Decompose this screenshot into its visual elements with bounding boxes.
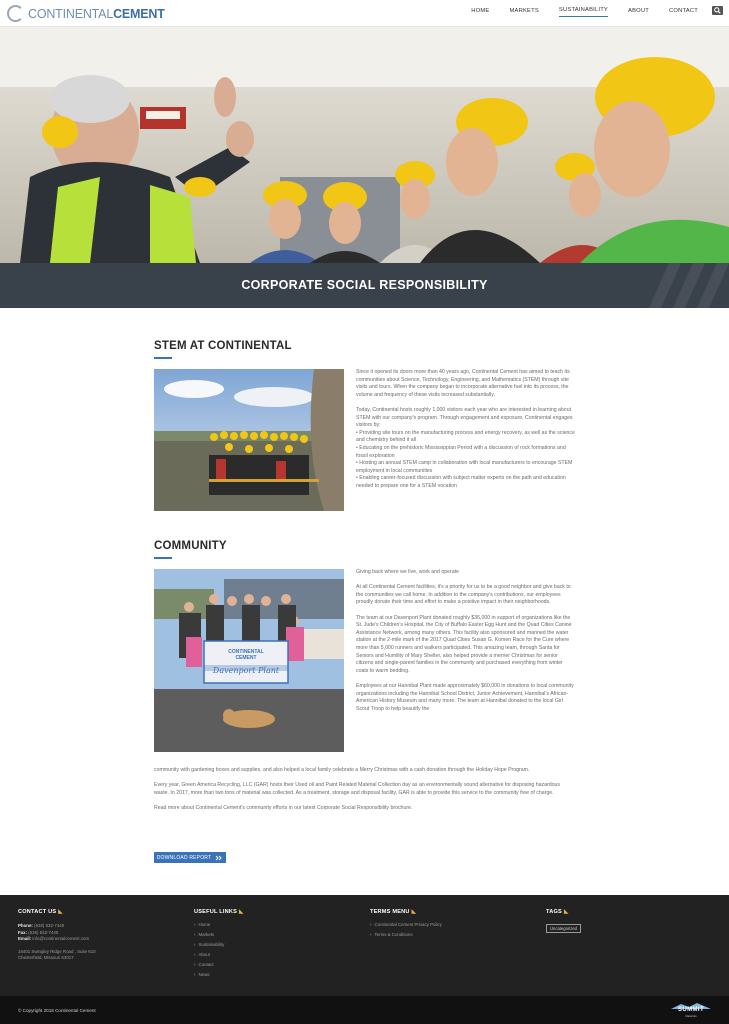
nav-home[interactable]: HOME (471, 7, 490, 14)
footer-tags (546, 909, 696, 935)
site-header (0, 0, 729, 27)
footer-terms (370, 909, 520, 940)
double-chevron-right-icon (215, 855, 223, 861)
footer-heading-contact: CONTACT US (18, 909, 57, 915)
phone-label: Phone: (18, 923, 33, 928)
email-label: Email: (18, 936, 32, 941)
copyright-bar (0, 996, 729, 1024)
footer-link-markets[interactable]: › Markets (194, 930, 344, 940)
hero-banner (0, 27, 729, 308)
community-paragraph: At all Continental Cement facilities, it's a priority for us to be a good neighbor and give back to the communities we call home. In addition to the company's contributions, our employees proudly donate their time and effort to make a positive impact in their neighborhoods. (356, 584, 571, 606)
footer-link-news[interactable]: › News (194, 970, 344, 980)
summit-word: SUMMIT (677, 1007, 705, 1013)
sign-line-1: CONTINENTAL (228, 649, 264, 655)
stem-paragraph: Since it opened its doors more than 40 years ago, Continental Cement has aimed to teach its communities about Science, Technology, Engineering, and Mathematics (STEM) through site visits and tours. When the company began to incorporate alternative fuel into its process, the volume and frequency of these visits increased substantially. (356, 369, 570, 398)
hero-photo-students-hardhats (0, 27, 729, 263)
footer-link-terms[interactable]: › Terms & Conditions (370, 930, 520, 940)
section-title-community: COMMUNITY (154, 540, 227, 552)
footer-link-contact[interactable]: › Contact (194, 960, 344, 970)
heading-dot-icon: ◣ (239, 909, 244, 915)
community-text (356, 569, 576, 713)
search-icon (714, 7, 721, 14)
address-line-2: Chesterfield, Missouri 63017 (18, 955, 74, 960)
section-underline (154, 357, 172, 359)
email-link[interactable]: info@continentalcement.com (32, 936, 90, 941)
davenport-plant-team-photo (154, 569, 344, 752)
community-paragraph: Giving back where we live, work and operate (356, 569, 459, 575)
nav-contact[interactable]: CONTACT (669, 7, 698, 14)
community-paragraph: Employees at our Hannibal Plant made approximately $60,000 in donations to local community organizations including the Hannibal School District, Junior Achievement, Hannibal's African-American History Museum and many more. The team at Hannibal donated to the local Girl Scout Troop to help beautify the (356, 682, 574, 712)
stem-paragraph: Today, Continental hosts roughly 1,000 visitors each year who are interested in learning about STEM with our company's program. Through engagement and exposure, Continental engages visitors by: (356, 406, 573, 429)
nav-sustainability[interactable]: SUSTAINABILITY (559, 7, 608, 17)
nav-markets[interactable]: MARKETS (509, 7, 539, 14)
brochure-paragraph: Read more about Continental Cement's community efforts in our latest Corporate Social Responsibility brochure. (154, 804, 413, 811)
community-photo (154, 569, 344, 752)
stem-group-photo (154, 369, 344, 511)
section-title-stem: STEM AT CONTINENTAL (154, 340, 292, 352)
stem-bullet: • Educating on the prehistoric Mississippian Period with a discussion of rock formations and fossil exploration (356, 444, 566, 459)
logo-text-light: CONTINENTAL (28, 6, 114, 21)
stem-text (356, 369, 576, 491)
site-logo[interactable] (7, 5, 165, 22)
summit-sub: Materials (685, 1014, 697, 1018)
heading-dot-icon: ◣ (563, 909, 569, 915)
footer-link-home[interactable]: › Home (194, 920, 344, 930)
fax-value: (636) 532-7445 (28, 929, 59, 935)
tag-uncategorized[interactable]: Uncategorized (546, 924, 581, 933)
footer-useful-links (194, 909, 344, 980)
stem-bullet: • Hosting an annual STEM camp in collaboration with local manufacturers to encourage STEM employment in local communities (356, 460, 573, 474)
community-paragraph: Every year, Green America Recycling, LLC (GAR) hosts their Used oil and Paint Related Material Collection day as an environmentally sound alternative for disposing hazardous waste. In 2017, more than two tons of material was collected. As a treatment, storage and disposal facility, GAR is able to provide this service to the community free of charge. (154, 782, 560, 796)
footer-link-about[interactable]: › About (194, 950, 344, 960)
sign-script: Davenport Plant (212, 666, 280, 675)
community-text-wide (154, 767, 576, 820)
community-paragraph: The team at our Davenport Plant donated roughly $36,000 in support of organizations like the St. Jude's Children's Hospital, the City of Buffalo Easter Egg Hunt and the Quad Cities Canine Assistance Network, among many others. This facility also sponsored and manned the water station at the 2-mile mark of the 2017 Quad Cities Susan G. Komen Race for the Cure where more than 5,000 runners and walkers participated. This amazing team, through Santa for Seniors and Humility of Mary Shelter, also helped provide a merrier Christmas for senior citizens and single-parent families in the community and purchased everything from winter coats to warm bedding. (356, 614, 572, 674)
section-underline (154, 557, 172, 559)
phone-value[interactable]: (636) 532-7440 (34, 923, 65, 928)
footer-heading-tags: TAGS (546, 909, 562, 915)
site-footer (0, 895, 729, 996)
main-nav (451, 7, 723, 17)
logo-text-bold: CEMENT (113, 6, 165, 21)
fax-label: Fax: (18, 929, 28, 935)
footer-contact (18, 909, 168, 962)
download-report-button[interactable] (154, 852, 226, 863)
footer-link-privacy[interactable]: › Continental Cement Privacy Policy (370, 920, 520, 930)
heading-dot-icon: ◣ (411, 909, 417, 915)
stem-bullet: • Enabling career-focused discussion with subject matter experts on the path and education needed to prepare one for a STEM vocation (356, 475, 566, 489)
summit-materials-logo[interactable] (671, 1003, 711, 1017)
footer-heading-useful: USEFUL LINKS (194, 909, 238, 915)
sign-line-2: CEMENT (235, 655, 257, 661)
hero-title-band (0, 263, 729, 308)
stem-bullet: • Providing site tours on the manufacturing process and energy recovery, as well as the science and chemistry behind it all (356, 429, 575, 444)
logo-mark-icon (7, 5, 24, 22)
community-paragraph: community with gardening boxes and supplies, and also helped a local family celebrate a Merry Christmas with a cash donation through the Holiday Hope Program. (154, 767, 530, 773)
heading-dot-icon: ◣ (58, 909, 63, 915)
copyright-text: © Copyright 2018 Continental Cement (18, 1008, 96, 1013)
footer-heading-terms: TERMS MENU (370, 909, 410, 915)
download-report-label: DOWNLOAD REPORT (156, 854, 212, 861)
search-button[interactable] (712, 6, 723, 15)
address-line-1: 16401 Swingley Ridge Road , Suite 610 (18, 948, 96, 954)
stem-photo (154, 369, 344, 511)
nav-about[interactable]: ABOUT (628, 7, 649, 14)
footer-link-sustainability[interactable]: › Sustainability (194, 940, 344, 950)
page-title: CORPORATE SOCIAL RESPONSIBILITY (241, 278, 488, 292)
